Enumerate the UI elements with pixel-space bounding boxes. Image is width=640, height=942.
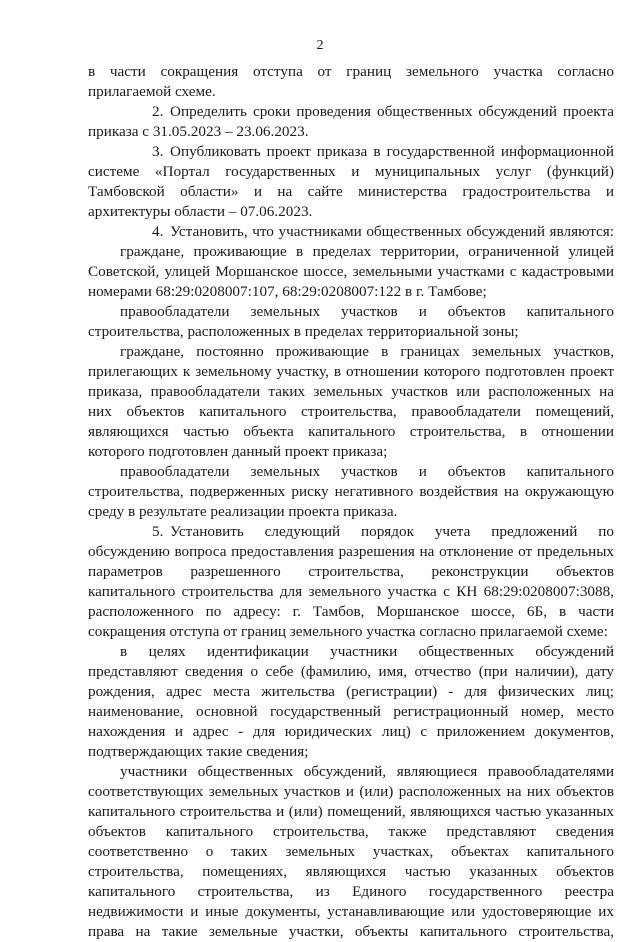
text-line: Определить сроки проведения общественных обсуждений проекта bbox=[170, 103, 614, 120]
text-line: системе «Портал государственных и муниципальных услуг (функций) bbox=[88, 163, 614, 180]
numbered-paragraph-5 bbox=[88, 522, 614, 542]
text-line: среду в результате реализации проекта приказа. bbox=[88, 503, 398, 520]
text-line: приказа с 31.05.2023 – 23.06.2023. bbox=[88, 123, 309, 140]
text-line: участники общественных обсуждений, являющиеся правообладателями bbox=[120, 763, 614, 780]
item-number: 4. bbox=[152, 223, 164, 240]
text-line: параметров разрешенного строительства, реконструкции объектов bbox=[88, 563, 614, 580]
text-line: рождения, адрес места жительства (регистрации) - для физических лиц; bbox=[88, 683, 614, 700]
text-line: представляют сведения о себе (фамилию, имя, отчество (при наличии), дату bbox=[88, 663, 614, 680]
text-line: граждане, постоянно проживающие в границах земельных участков, bbox=[120, 343, 614, 360]
numbered-paragraph-3 bbox=[88, 142, 614, 162]
text-line: правообладатели земельных участков и объектов капитального bbox=[120, 303, 614, 320]
text-line: строительства, подверженных риску негативного воздействия на окружающую bbox=[88, 483, 614, 500]
text-line: приказа, правообладатели таких земельных участков или расположенных на bbox=[88, 383, 614, 400]
text-line: наименование, основной государственный регистрационный номер, место bbox=[88, 703, 614, 720]
text-line: Советской, улицей Моршанское шоссе, земельными участками с кадастровыми bbox=[88, 263, 614, 280]
text-line: них объектов капитального строительства, правообладатели помещений, bbox=[88, 403, 614, 420]
text-line: которого подготовлен данный проект приказа; bbox=[88, 443, 388, 460]
text-line: номерами 68:29:0208007:107, 68:29:0208007:122 в г. Тамбове; bbox=[88, 283, 487, 300]
text-line: соответствующих земельных участков и (или) расположенных на них объектов bbox=[88, 783, 614, 800]
text-line: подтверждающих такие сведения; bbox=[88, 743, 309, 760]
text-line: сокращения отступа от границ земельного участка согласно прилагаемой схеме: bbox=[88, 623, 608, 640]
item-number: 2. bbox=[152, 103, 164, 120]
numbered-paragraph-4 bbox=[88, 222, 614, 242]
text-line: в целях идентификации участники общественных обсуждений bbox=[120, 643, 614, 660]
document-body bbox=[88, 62, 614, 942]
text-line: архитектуры области – 07.06.2023. bbox=[88, 203, 313, 220]
text-line: обсуждению вопроса предоставления разрешения на отклонение от предельных bbox=[88, 543, 614, 560]
text-line: недвижимости и иные документы, устанавливающие или удостоверяющие их bbox=[88, 903, 614, 920]
numbered-paragraph-2 bbox=[88, 102, 614, 122]
text-line: Тамбовской области» и на сайте министерства градостроительства и bbox=[88, 183, 614, 200]
text-line: Установить, что участниками общественных обсуждений являются: bbox=[170, 223, 614, 240]
text-line: объектов капитального строительства, также представляют сведения bbox=[88, 823, 614, 840]
page-number: 2 bbox=[316, 38, 324, 53]
text-line: капитального строительства, из Единого государственного реестра bbox=[88, 883, 614, 900]
text-line: граждане, проживающие в пределах территории, ограниченной улицей bbox=[120, 243, 614, 260]
text-line: строительства, помещениях, являющихся частью указанных объектов bbox=[88, 863, 614, 880]
text-line: правообладатели земельных участков и объектов капитального bbox=[120, 463, 614, 480]
text-line: капитального строительства и (или) помещений, являющихся частью указанных bbox=[88, 803, 614, 820]
text-line: в части сокращения отступа от границ земельного участка согласно bbox=[88, 63, 614, 80]
text-line: Установить следующий порядок учета предложений по bbox=[170, 523, 614, 540]
text-line: прилагаемой схеме. bbox=[88, 83, 216, 100]
text-line: права на такие земельные участки, объекты капитального строительства, bbox=[88, 923, 614, 940]
text-line: являющихся частью объекта капитального строительства, в отношении bbox=[88, 423, 614, 440]
text-line: капитального строительства для земельного участка с КН 68:29:0208007:3088, bbox=[88, 583, 614, 600]
text-line: соответственно о таких земельных участках, объектах капитального bbox=[88, 843, 614, 860]
text-line: Опубликовать проект приказа в государственной информационной bbox=[170, 143, 614, 160]
item-number: 5. bbox=[152, 523, 164, 540]
item-number: 3. bbox=[152, 143, 164, 160]
text-line: расположенного по адресу: г. Тамбов, Моршанское шоссе, 6Б, в части bbox=[88, 603, 614, 620]
text-line: строительства, расположенных в пределах территориальной зоны; bbox=[88, 323, 519, 340]
text-line: прилегающих к земельному участку, в отношении которого подготовлен проект bbox=[88, 363, 614, 380]
text-line: нахождения и адрес - для юридических лиц) с приложением документов, bbox=[88, 723, 614, 740]
